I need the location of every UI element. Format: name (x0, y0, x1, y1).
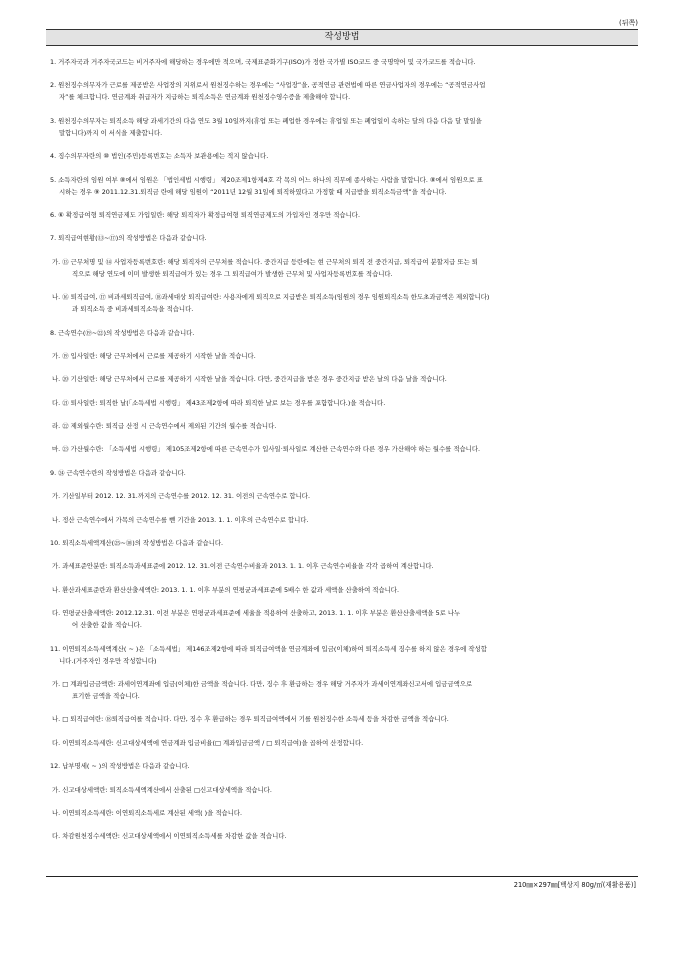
sub-instruction (50, 784, 635, 796)
instruction-line: 10. 퇴직소득세액계산(㉕~㉚)의 작성방법은 다음과 같습니다. (50, 539, 224, 548)
numbered-instruction (50, 150, 635, 162)
numbered-instruction (50, 232, 635, 244)
instruction-line: 과 퇴직소득 중 비과세퇴직소득을 적습니다. (72, 305, 194, 314)
sub-instruction (50, 256, 635, 280)
numbered-instruction (50, 467, 635, 479)
sub-instruction (50, 373, 635, 385)
instruction-line: 마. ㉓ 가산월수란: 「소득세법 시행령」 제105조제2항에 따른 근속연수가 입사일·퇴사일로 계산한 근속연수와 다른 경우 가산해야 하는 월수를 적습니다. (52, 445, 481, 454)
instruction-line: 9. ㉔ 근속연수란의 작성방법은 다음과 같습니다. (50, 468, 186, 477)
instruction-line: 나. □ 퇴직급여란: ⑱퇴직급여를 적습니다. 다만, 징수 후 환급하는 경우 퇴직급여액에서 기를 원천징수한 소득세 등을 차감한 금액을 적습니다. (52, 715, 449, 724)
instruction-line: 12. 납부명세( ~ )의 작성방법은 다음과 같습니다. (50, 762, 190, 771)
sub-instruction (50, 443, 635, 455)
sub-instruction (50, 807, 635, 819)
sub-instruction (50, 607, 635, 631)
instruction-line: 1. 거주자국과 거주자국코드는 비거주자에 해당하는 경우에만 적으며, 국제표준화기구(ISO)가 정한 국가별 ISO코드 중 국명약어 및 국가코드를 적습니다. (50, 58, 476, 66)
instruction-line: 가. ⑬ 근무처명 및 ⑭ 사업자등록번호란: 해당 퇴직자의 근무처를 적습니다. 중간지급 등란에는 현 근무처의 퇴직 전 중간지급, 퇴직급여 분할지급 또는 퇴 (52, 257, 478, 266)
sub-instruction (50, 713, 635, 725)
numbered-instruction (50, 56, 635, 68)
numbered-instruction (50, 537, 635, 549)
instruction-line: 다. 연평균산출세액란: 2012.12.31. 이전 부분은 연평균과세표준에 세율을 적용하여 산출하고, 2013. 1. 1. 이후 부분은 환산산출세액을 5로 나누 (52, 609, 461, 618)
sub-instruction (50, 830, 635, 842)
instructions-body (50, 56, 635, 854)
sub-instruction (50, 514, 635, 526)
sub-instruction (50, 397, 635, 409)
instruction-line: 시하는 경우 ⑨ 2011.12.31.퇴직금 란에 해당 임원이 “2011년 12월 31일에 퇴직하였다고 가정할 때 지급받을 퇴직소득금액”을 적습니다. (59, 187, 447, 196)
instruction-line: 5. 소득자란의 임원 여부 ⑧에서 임원은 「법인세법 시행령」 제20조제1항제4호 각 목의 어느 하나의 직무에 종사하는 사람을 말합니다. ⑧에서 임원으로 표 (50, 175, 483, 184)
instruction-line: 다. ㉑ 퇴사일란: 퇴직한 날(「소득세법 시행령」 제43조제2항에 따라 퇴직한 날로 보는 경우를 포함합니다.)을 적습니다. (52, 398, 386, 407)
numbered-instruction (50, 209, 635, 221)
sub-instruction (50, 420, 635, 432)
instruction-line: 나. 이연퇴직소득세란: 이연퇴직소득세로 계산된 세액( )을 적습니다. (52, 808, 243, 817)
instruction-line: 8. 근속연수(⑲~㉒)의 작성방법은 다음과 같습니다. (50, 328, 195, 337)
instruction-line: 말합니다)까지 이 서식을 제출합니다. (59, 128, 163, 137)
instruction-line: 2. 원천징수의무자가 근로를 제공받은 사업장의 지위로서 원천징수하는 경우에는 “사업장”을, 공적연금 관련법에 따른 연금사업자의 경우에는 “공적연금사업 (50, 81, 486, 90)
instruction-line: 6. ⑥ 확정급여형 퇴직연금제도 가입일란: 해당 퇴직자가 확정급여형 퇴직연금제도의 가입자인 경우만 적습니다. (50, 210, 360, 219)
instruction-line: 가. 신고대상세액란: 퇴직소득세액계산에서 산출된 □신고대상세액을 적습니다. (52, 785, 272, 794)
instruction-line: 라. ㉒ 제외월수란: 퇴직급 산정 시 근속연수에서 제외된 기간의 월수를 적습니다. (52, 422, 277, 431)
sub-instruction (50, 737, 635, 749)
footer-divider (46, 876, 638, 877)
instruction-line: 4. 징수의무자란의 ⑩ 법인(주민)등록번호는 소득자 보관용에는 적지 않습니다. (50, 152, 269, 161)
sub-instruction (50, 678, 635, 702)
sub-instruction (50, 291, 635, 315)
instruction-line: 7. 퇴직급여현황(⑬~⑰)의 작성방법은 다음과 같습니다. (50, 234, 207, 243)
instruction-line: 나. ⑳ 기산일란: 해당 근무처에서 근로를 제공하기 시작한 날을 적습니다. 다만, 중간지급을 받은 경우 중간지급 받은 날의 다음 날을 적습니다. (52, 375, 447, 384)
instruction-line: 직으로 해당 연도에 이미 발생한 퇴직급여가 있는 경우 그 퇴직급여가 발생한 근무처 및 사업자등록번호를 적습니다. (72, 269, 393, 278)
instruction-line: 가. 기산일부터 2012. 12. 31.까지의 근속연수를 2012. 12. 31. 이전의 근속연수로 합니다. (52, 492, 310, 501)
numbered-instruction (50, 327, 635, 339)
instruction-line: 어 산출한 값을 적습니다. (72, 621, 142, 630)
numbered-instruction (50, 115, 635, 139)
back-side-label: (뒤쪽) (619, 19, 638, 27)
instruction-line: 가. ⑲ 입사일란: 해당 근무처에서 근로를 제공하기 시작한 날을 적습니다. (52, 351, 256, 360)
instruction-line: 가. 과세표준안분란: 퇴직소득과세표준에 2012. 12. 31.이전 근속연수비율과 2013. 1. 1. 이후 근속연수비율을 각각 곱하여 계산합니다. (52, 562, 434, 571)
numbered-instruction (50, 174, 635, 198)
sub-instruction (50, 560, 635, 572)
section-title: 작성방법 (46, 29, 638, 46)
instruction-line: 나. 정산 근속연수에서 가목의 근속연수를 뺀 기간을 2013. 1. 1. 이후의 근속연수로 합니다. (52, 515, 309, 524)
instruction-line: 표기한 금액을 적습니다. (72, 691, 140, 700)
instruction-line: 다. 차감원천징수세액란: 신고대상세액에서 이연퇴직소득세를 차감한 값을 적습니다. (52, 832, 287, 841)
instruction-line: 나. ⑯ 퇴직급여, ⑰ 비과세퇴직급여, ⑱과세대상 퇴직급여란: 사용자에게 퇴직으로 지급받은 퇴직소득(임원의 경우 임원퇴직소득 한도초과금액은 제외합니다) (52, 293, 490, 302)
instruction-line: 나. 환산과세표준란과 환산산출세액란: 2013. 1. 1. 이후 부분의 연평균과세표준에 5배수 한 값과 세액을 산출하여 적습니다. (52, 585, 400, 594)
instruction-line: 11. 이연퇴직소득세액계산( ~ )은 「소득세법」 제146조제2항에 따라 퇴직급여액을 연금계좌에 입금(이체)하여 퇴직소득세 징수를 하지 않은 경우에 작성합 (50, 644, 487, 653)
instruction-line: 3. 원천징수의무자는 퇴직소득 해당 과세기간의 다음 연도 3월 10일까지(휴업 또는 폐업한 경우에는 휴업일 또는 폐업일이 속하는 달의 다음 다음 달 말일을 (50, 116, 482, 125)
sub-instruction (50, 584, 635, 596)
numbered-instruction (50, 79, 635, 103)
instruction-line: 니다.(거주자인 경우만 작성합니다) (59, 656, 157, 665)
instruction-line: 다. 이연퇴직소득세란: 신고대상세액에 연금계좌 입금비율(□ 계좌입금금액 / □ 퇴직급여)을 곱하여 산정합니다. (52, 738, 364, 747)
paper-spec-footer: 210㎜×297㎜[백상지 80g/㎡(재활용품)] (513, 881, 636, 889)
numbered-instruction (50, 760, 635, 772)
sub-instruction (50, 490, 635, 502)
instruction-line: 가. □ 계좌입금금액란: 과세이연계좌에 입금(이체)한 금액을 적습니다. 다만, 징수 후 환급하는 경우 해당 거주자가 과세이연계좌신고서에 입금금액으로 (52, 679, 473, 688)
instruction-line: 자”를 체크합니다. 연금계좌 취급자가 지급하는 퇴직소득은 연금계좌 원천징수영수증을 제출해야 합니다. (59, 93, 351, 102)
numbered-instruction (50, 643, 635, 667)
sub-instruction (50, 350, 635, 362)
